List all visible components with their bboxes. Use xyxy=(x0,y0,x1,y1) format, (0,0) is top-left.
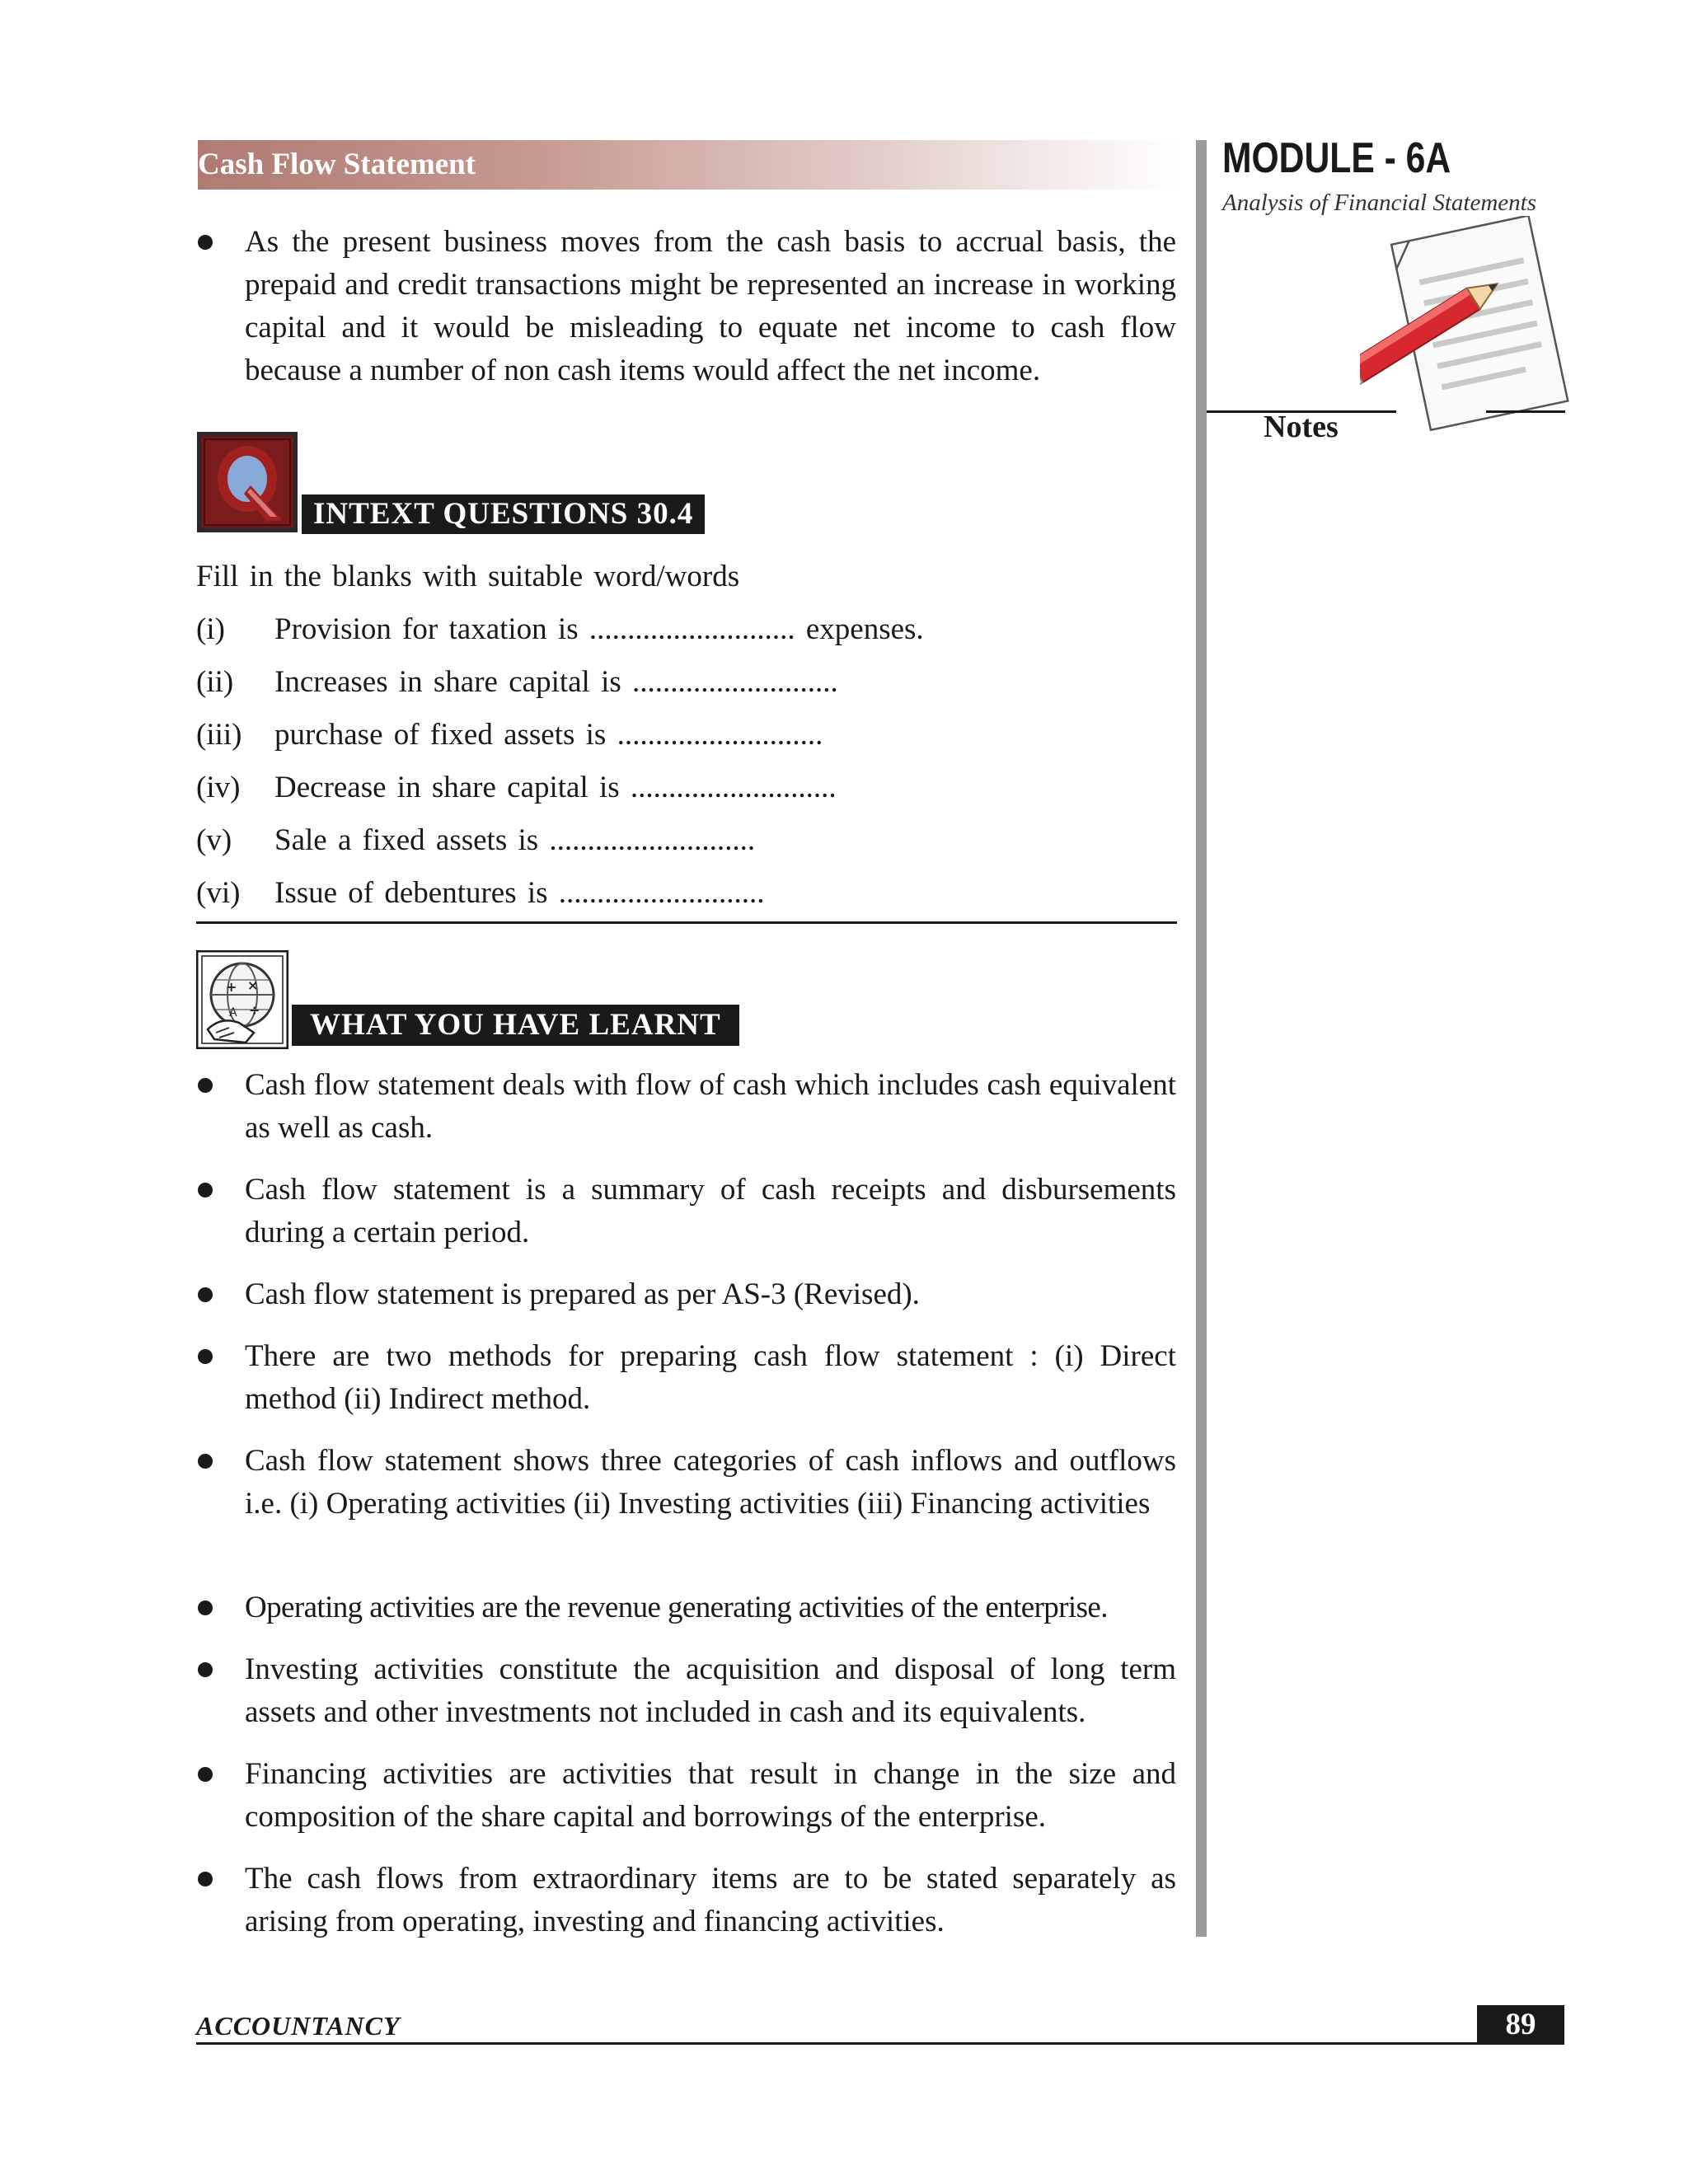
question-q-icon xyxy=(196,431,298,533)
page-number: 89 xyxy=(1477,2005,1564,2044)
svg-text:÷: ÷ xyxy=(249,1002,260,1018)
svg-text:+: + xyxy=(226,979,237,995)
what-you-have-learnt-label: WHAT YOU HAVE LEARNT xyxy=(292,1005,739,1046)
bullet-icon xyxy=(198,1287,213,1302)
learnt-item: Financing activities are activities that result in change in the size and composition of the share capital and borrowings of the enterprise. xyxy=(245,1757,1176,1834)
learnt-item: The cash flows from extraordinary items are to be stated separately as arising from operating, investing and financing activities. xyxy=(245,1862,1176,1938)
question-text: purchase of fixed assets is ........................... xyxy=(274,718,823,752)
module-subtitle: Analysis of Financial Statements xyxy=(1222,190,1536,216)
section-separator xyxy=(196,921,1177,924)
question-text: Increases in share capital is ........................... xyxy=(274,665,838,699)
margin-divider xyxy=(1196,140,1207,1937)
bullet-icon xyxy=(198,1767,213,1782)
question-text: Decrease in share capital is ........................... xyxy=(274,771,837,804)
bullet-icon xyxy=(198,1454,213,1469)
question-text: Sale a fixed assets is ........................... xyxy=(274,823,756,857)
question-number: (v) xyxy=(196,823,232,857)
question-text: Provision for taxation is ........................... expenses. xyxy=(274,612,924,646)
question-number: (vi) xyxy=(196,876,241,910)
learnt-item: Cash flow statement deals with flow of cash which includes cash equivalent as well as cash. xyxy=(245,1068,1176,1145)
intext-questions-label: INTEXT QUESTIONS 30.4 xyxy=(302,494,705,534)
question-number: (iv) xyxy=(196,771,241,804)
learnt-item: Cash flow statement is a summary of cash receipts and disbursements during a certain period. xyxy=(245,1173,1176,1249)
bullet-icon xyxy=(198,1078,213,1093)
question-text: Issue of debentures is ........................... xyxy=(274,876,765,910)
svg-text:A: A xyxy=(229,1006,237,1019)
bullet-icon xyxy=(198,1662,213,1677)
learnt-item: There are two methods for preparing cash flow statement : (i) Direct method (ii) Indirect method. xyxy=(245,1339,1176,1416)
bullet-icon xyxy=(198,1349,213,1364)
learning-globe-icon xyxy=(196,950,288,1049)
notes-rule-right xyxy=(1486,410,1565,413)
learnt-item: Cash flow statement is prepared as per AS-3 (Revised). xyxy=(245,1277,920,1311)
footer-rule xyxy=(196,2042,1564,2045)
bullet-icon xyxy=(198,1872,213,1886)
question-number: (i) xyxy=(196,612,225,646)
bullet-icon xyxy=(198,235,213,250)
module-title: MODULE - 6A xyxy=(1222,134,1451,182)
intro-paragraph: As the present business moves from the cash basis to accrual basis, the prepaid and credit transactions might be represented an increase in working capital and it would be misleading to equate net income to cash flow because a number of non cash items would affect the net income. xyxy=(245,225,1176,387)
fill-blanks-instruction: Fill in the blanks with suitable word/words xyxy=(196,560,740,593)
question-number: (ii) xyxy=(196,665,234,699)
notes-label: Notes xyxy=(1264,410,1339,444)
bullet-icon xyxy=(198,1601,213,1615)
learnt-item: Investing activities constitute the acquisition and disposal of long term assets and other investments not included in cash and its equivalents. xyxy=(245,1652,1176,1729)
bullet-icon xyxy=(198,1183,213,1197)
question-number: (iii) xyxy=(196,718,242,752)
footer-subject: ACCOUNTANCY xyxy=(196,2011,401,2041)
learnt-item: Operating activities are the revenue generating activities of the enterprise. xyxy=(245,1591,1108,1624)
svg-text:×: × xyxy=(247,977,259,993)
section-title: Cash Flow Statement xyxy=(198,148,476,181)
learnt-item: Cash flow statement shows three categories of cash inflows and outflows i.e. (i) Operating activities (ii) Investing activities (iii) Financing activities xyxy=(245,1444,1176,1521)
